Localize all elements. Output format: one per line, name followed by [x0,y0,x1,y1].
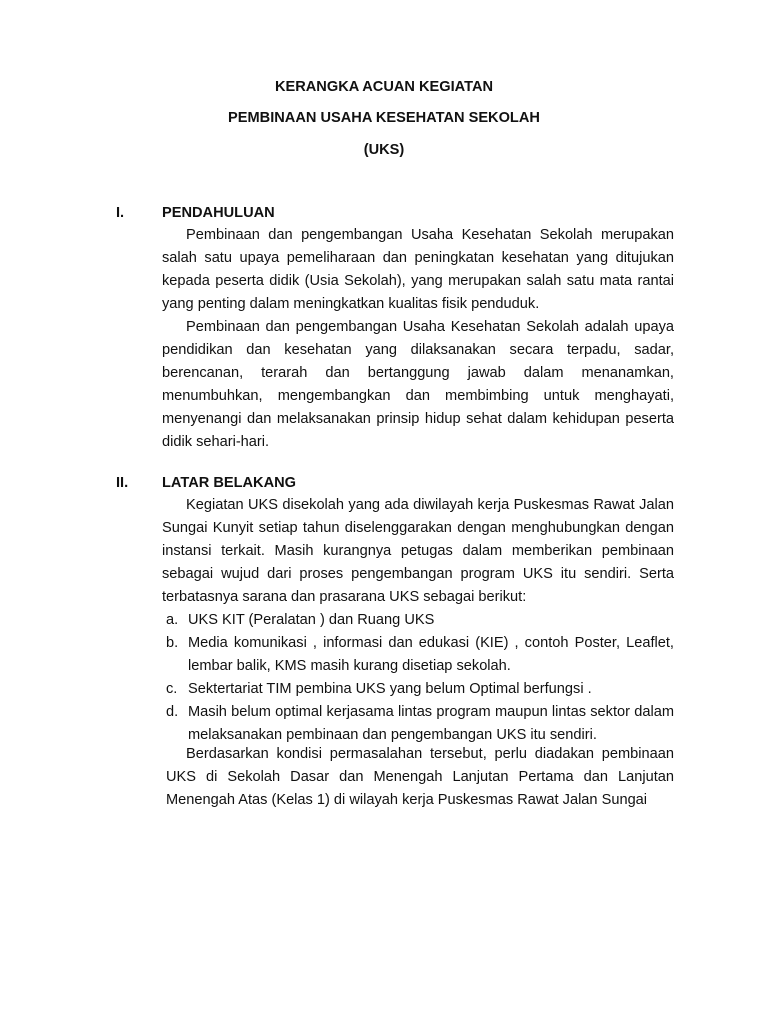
list-item [162,609,674,632]
list-marker: c. [166,681,178,697]
list-item [162,678,674,701]
paragraph: Kegiatan UKS disekolah yang ada diwilayah kerja Puskesmas Rawat Jalan Sungai Kunyit setiap tahun diselenggarakan dengan menghubungkan dengan instansi terkait. Masih kurangnya petugas dalam memberikan pembinaan sebagai wujud dari proses pengembangan program UKS itu sendiri. Serta terbatasnya sarana dan prasarana UKS sebagai berikut: [162,497,674,605]
paragraph: Pembinaan dan pengembangan Usaha Kesehatan Sekolah merupakan salah satu upaya pemeliharaan dan peningkatan kesehatan yang ditujukan kepada peserta didik (Usia Sekolah), yang merupakan salah satu mata rantai yang penting dalam meningkatkan kualitas fisik penduduk. [162,227,674,312]
list-marker: d. [166,704,179,720]
document-title: KERANGKA ACUAN KEGIATAN [274,79,494,95]
list-item-text: Media komunikasi , informasi dan edukasi (KIE) , contoh Poster, Leaflet, lembar balik, KMS masih kurang disetiap sekolah. [188,635,674,674]
list-marker: a. [166,612,179,628]
list-item [162,632,674,678]
list-item-text: Sektertariat TIM pembina UKS yang belum Optimal berfungsi . [188,681,592,697]
section-heading: LATAR BELAKANG [162,475,297,491]
paragraph: Berdasarkan kondisi permasalahan tersebut, perlu diadakan pembinaan UKS di Sekolah Dasar dan Menengah Lanjutan Pertama dan Lanjutan Menengah Atas (Kelas 1) di wilayah kerja Puskesmas Rawat Jalan Sungai [166,746,674,808]
section-number: II. [116,475,129,491]
document-subtitle-abbrev: (UKS) [363,142,405,158]
section-heading: PENDAHULUAN [162,205,275,221]
paragraph: Pembinaan dan pengembangan Usaha Kesehatan Sekolah adalah upaya pendidikan dan kesehatan yang dilaksanakan secara terpadu, sadar, berencanan, terarah dan bertanggung jawab dalam menanamkan, menumbuhkan, mengembangkan dan membimbing untuk menghayati, menyenangi dan melaksanakan prinsip hidup sehat dalam kehidupan peserta didik sehari-hari. [162,319,674,450]
list-item-text: UKS KIT (Peralatan ) dan Ruang UKS [188,612,435,628]
section-number: I. [116,205,125,221]
deficiency-list [162,609,674,747]
document-subtitle: PEMBINAAN USAHA KESEHATAN SEKOLAH [228,110,540,126]
list-marker: b. [166,635,179,651]
list-item-text: Masih belum optimal kerjasama lintas program maupun lintas sektor dalam melaksanakan pembinaan dan pengembangan UKS itu sendiri. [188,704,674,743]
list-item [162,701,674,747]
